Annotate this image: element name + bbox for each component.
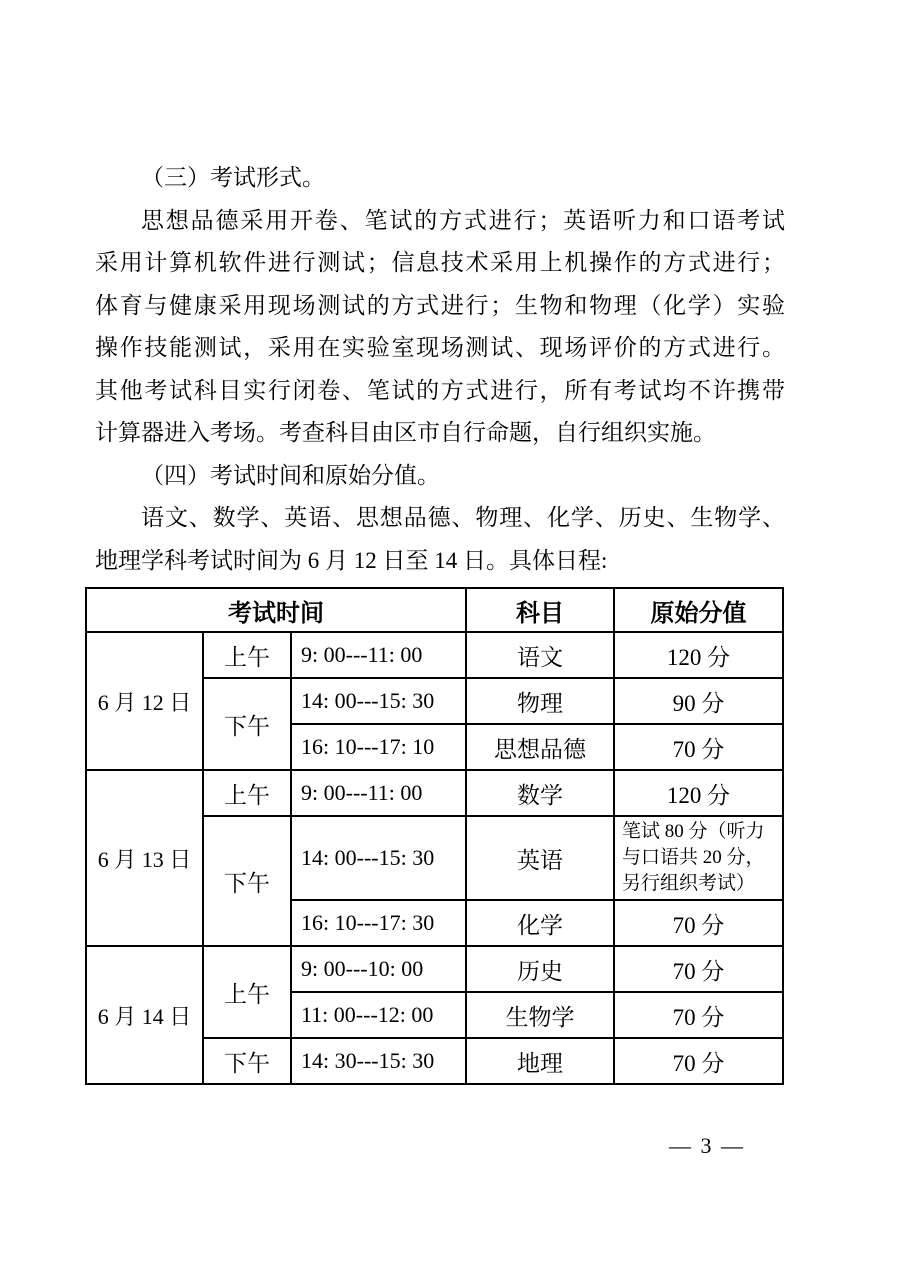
table-row bbox=[86, 632, 783, 678]
score-cell: 70 分 bbox=[614, 1038, 783, 1084]
paragraph-line: 采用计算机软件进行测试；信息技术采用上机操作的方式进行； bbox=[95, 250, 785, 275]
score-detail-line: 另行组织考试） bbox=[622, 873, 756, 894]
header-score: 原始分值 bbox=[614, 588, 783, 632]
subject-cell: 思想品德 bbox=[466, 724, 614, 770]
subject-cell: 语文 bbox=[466, 632, 614, 678]
body-text bbox=[95, 0, 785, 582]
date-cell-jun12: 6 月 12 日 bbox=[86, 632, 203, 770]
time-cell: 14: 30---15: 30 bbox=[291, 1038, 466, 1084]
time-cell: 9: 00---11: 00 bbox=[291, 632, 466, 678]
time-cell: 9: 00---11: 00 bbox=[291, 770, 466, 816]
score-cell: 70 分 bbox=[614, 946, 783, 992]
subject-cell: 地理 bbox=[466, 1038, 614, 1084]
time-cell: 16: 10---17: 30 bbox=[291, 900, 466, 946]
score-cell: 70 分 bbox=[614, 992, 783, 1038]
score-cell: 70 分 bbox=[614, 724, 783, 770]
session-cell: 下午 bbox=[203, 816, 291, 946]
page-number: — 3 — bbox=[669, 1133, 745, 1158]
table-row bbox=[86, 770, 783, 816]
paragraph-line: 思想品德采用开卷、笔试的方式进行；英语听力和口语考试 bbox=[141, 207, 785, 233]
paragraph-line: 语文、数学、英语、思想品德、物理、化学、历史、生物学、 bbox=[141, 505, 785, 530]
session-cell: 上午 bbox=[203, 632, 291, 678]
table-row bbox=[86, 946, 783, 992]
score-cell: 120 分 bbox=[614, 632, 783, 678]
paragraph-line: 计算器进入考场。考查科目由区市自行命题，自行组织实施。 bbox=[95, 420, 716, 445]
subject-cell: 历史 bbox=[466, 946, 614, 992]
time-cell: 16: 10---17: 10 bbox=[291, 724, 466, 770]
session-cell: 上午 bbox=[203, 770, 291, 816]
paragraph-line: 操作技能测试，采用在实验室现场测试、现场评价的方式进行。 bbox=[95, 335, 785, 360]
section-heading-4: （四）考试时间和原始分值。 bbox=[141, 462, 440, 488]
score-cell: 120 分 bbox=[614, 770, 783, 816]
subject-cell: 英语 bbox=[466, 816, 614, 900]
paragraph-line: 其他考试科目实行闭卷、笔试的方式进行，所有考试均不许携带 bbox=[95, 377, 785, 403]
table-header-row bbox=[86, 588, 783, 632]
score-cell: 90 分 bbox=[614, 678, 783, 724]
score-cell: 70 分 bbox=[614, 900, 783, 946]
subject-cell: 数学 bbox=[466, 770, 614, 816]
subject-cell: 生物学 bbox=[466, 992, 614, 1038]
time-cell: 11: 00---12: 00 bbox=[291, 992, 466, 1038]
score-detail-line: 与口语共 20 分， bbox=[622, 847, 765, 868]
date-cell-jun13: 6 月 13 日 bbox=[86, 770, 203, 946]
score-detail-line: 笔试 80 分（听力 bbox=[622, 821, 765, 842]
subject-cell: 物理 bbox=[466, 678, 614, 724]
header-exam-time: 考试时间 bbox=[86, 588, 466, 632]
paragraph-line: 体育与健康采用现场测试的方式进行；生物和物理（化学）实验 bbox=[95, 292, 785, 318]
time-cell: 9: 00---10: 00 bbox=[291, 946, 466, 992]
section-heading-3: （三）考试形式。 bbox=[141, 165, 325, 190]
time-cell: 14: 00---15: 30 bbox=[291, 816, 466, 900]
subject-cell: 化学 bbox=[466, 900, 614, 946]
session-cell: 上午 bbox=[203, 946, 291, 1038]
time-cell: 14: 00---15: 30 bbox=[291, 678, 466, 724]
session-cell: 下午 bbox=[203, 678, 291, 770]
session-cell: 下午 bbox=[203, 1038, 291, 1084]
header-subject: 科目 bbox=[466, 588, 614, 632]
paragraph-line: 地理学科考试时间为 6 月 12 日至 14 日。具体日程: bbox=[95, 547, 608, 573]
exam-schedule-table bbox=[85, 587, 784, 1085]
score-cell bbox=[614, 816, 783, 900]
date-cell-jun14: 6 月 14 日 bbox=[86, 946, 203, 1084]
